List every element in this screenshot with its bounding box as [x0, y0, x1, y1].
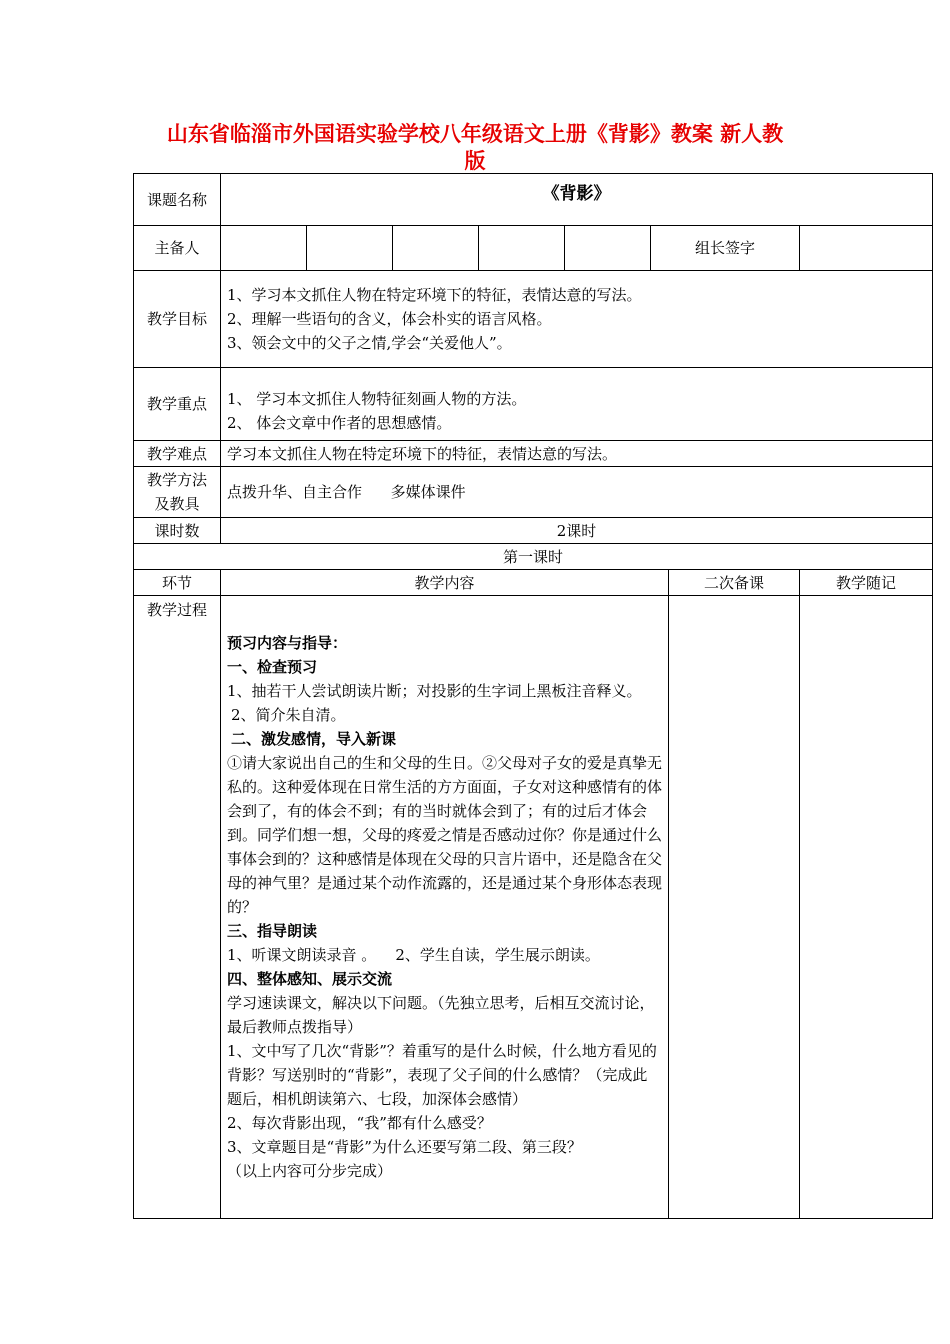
preparer-row	[134, 226, 933, 271]
col-content-header: 教学内容	[221, 570, 669, 596]
goals-content	[221, 271, 933, 368]
methods-row	[134, 467, 933, 518]
methods-label	[134, 467, 221, 518]
goal-item-1: 1、学习本文抓住人物在特定环境下的特征，表情达意的写法。	[227, 286, 642, 304]
goal-item-3: 3、领会文中的父子之情,学会“关爱他人”。	[227, 334, 512, 352]
leader-sign-label: 组长签字	[651, 226, 800, 271]
process-section-4-para-2: 1、文中写了几次“背影”？着重写的是什么时候，什么地方看见的背影？写送别时的“背影”，表现了父子间的什么感情？（完成此题后，相机朗读第六、七段，加深体会感情）	[227, 1042, 657, 1108]
difficulty-content: 学习本文抓住人物在特定环境下的特征，表情达意的写法。	[221, 441, 933, 467]
process-section-3-heading: 三、指导朗读	[227, 922, 318, 940]
process-section-1-para-1: 1、抽若干人尝试朗读片断；对投影的生字词上黑板注音释义。	[227, 682, 642, 700]
key-point-item-1: 1、 学习本文抓住人物特征刻画人物的方法。	[227, 390, 527, 408]
hours-label: 课时数	[134, 518, 221, 544]
key-points-content	[221, 368, 933, 441]
process-section-4-para-3: 2、每次背影出现，“我”都有什么感受？	[227, 1114, 492, 1132]
process-section-1-heading: 一、检查预习	[227, 658, 318, 676]
preparer-label: 主备人	[134, 226, 221, 271]
process-section-2-para-1: ①请大家说出自己的生和父母的生日。②父母对子女的爱是真挚无私的。这种爱体现在日常生活的方方面面，子女对这种感情有的体会到了，有的体会不到；有的当时就体会到了；有的过后才体会到。同学们想一想，父母的疼爱之情是否感动过你？你是通过什么事体会到的？这种感情是体现在父母的只言片语中，还是隐含在父母的神气里？是通过某个动作流露的，还是通过某个身形体态表现的？	[227, 754, 663, 916]
key-points-label: 教学重点	[134, 368, 221, 441]
preparer-cell-4	[479, 226, 565, 271]
col-segment-header: 环节	[134, 570, 221, 596]
methods-label-line-1: 教学方法	[146, 471, 207, 489]
goal-item-2: 2、理解一些语句的含义，体会朴实的语言风格。	[227, 310, 552, 328]
process-content	[221, 596, 669, 1219]
document-title-line-1: 山东省临淄市外国语实验学校八年级语文上册《背影》教案 新人教	[166, 122, 784, 146]
first-lesson-row	[134, 544, 933, 570]
process-section-2-heading: 二、激发感情，导入新课	[231, 730, 397, 748]
process-section-4-para-1: 学习速读课文，解决以下问题。（先独立思考，后相互交流讨论，最后教师点拨指导）	[227, 994, 655, 1036]
goals-row	[134, 271, 933, 368]
hours-value: 2课时	[221, 518, 933, 544]
document-title-line-2: 版	[464, 149, 486, 173]
difficulty-row	[134, 441, 933, 467]
topic-value: 《背影》	[221, 174, 933, 226]
process-section-4-heading: 四、整体感知、展示交流	[227, 970, 393, 988]
lesson-plan-table	[133, 173, 933, 1219]
document-title	[130, 121, 820, 175]
goals-label: 教学目标	[134, 271, 221, 368]
methods-content: 点拨升华、自主合作 多媒体课件	[221, 467, 933, 518]
process-row	[134, 596, 933, 1219]
process-section-4-para-5: （以上内容可分步完成）	[227, 1162, 393, 1180]
preparer-cell-5	[565, 226, 651, 271]
preparer-cell-2	[307, 226, 393, 271]
key-point-item-2: 2、 体会文章中作者的思想感情。	[227, 414, 452, 432]
header-row	[134, 570, 933, 596]
difficulty-label: 教学难点	[134, 441, 221, 467]
leader-sign-cell	[800, 226, 933, 271]
key-points-row	[134, 368, 933, 441]
col-notes-header: 教学随记	[800, 570, 933, 596]
process-label: 教学过程	[134, 596, 221, 1219]
process-section-1-para-2: 2、简介朱自清。	[231, 706, 346, 724]
col-second-prep-header: 二次备课	[669, 570, 800, 596]
first-lesson-title: 第一课时	[134, 544, 933, 570]
preparer-cell-3	[393, 226, 479, 271]
second-prep-cell	[669, 596, 800, 1219]
notes-cell	[800, 596, 933, 1219]
process-intro-heading: 预习内容与指导：	[227, 634, 348, 652]
preparer-cell-1	[221, 226, 307, 271]
process-section-3-para-1: 1、听课文朗读录音 。 2、学生自读，学生展示朗读。	[227, 946, 600, 964]
topic-row	[134, 174, 933, 226]
process-section-4-para-4: 3、文章题目是“背影”为什么还要写第二段、第三段？	[227, 1138, 582, 1156]
topic-label: 课题名称	[134, 174, 221, 226]
hours-row	[134, 518, 933, 544]
methods-label-line-2: 及教具	[154, 495, 200, 513]
